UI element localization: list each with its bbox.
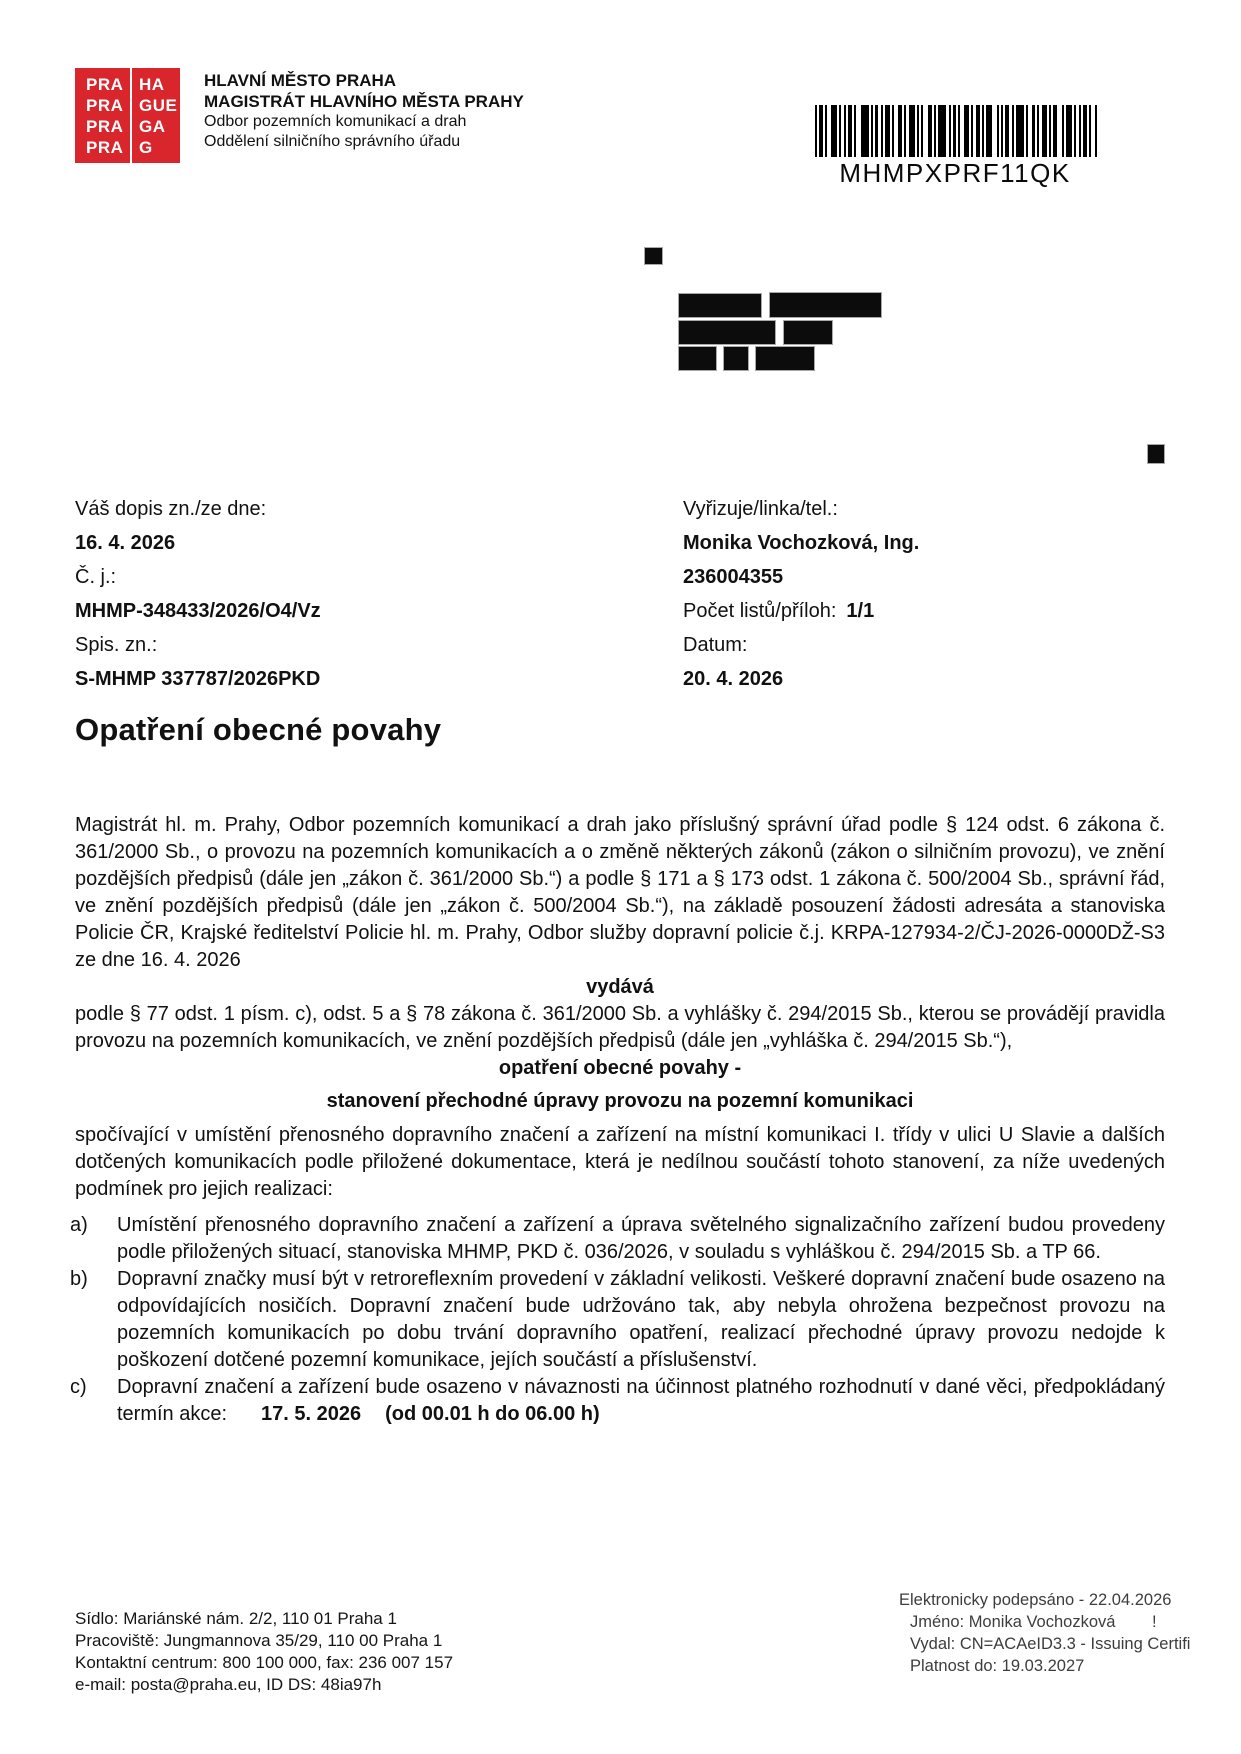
logo-cell: PRA [86, 137, 124, 157]
ref-value: 16. 4. 2026 [75, 532, 176, 554]
logo-row [86, 116, 180, 137]
list-marker: a) [70, 1214, 88, 1236]
logo-row [86, 74, 180, 95]
barcode-bar [1037, 105, 1039, 157]
reference-block-right [683, 492, 919, 696]
document-body [70, 812, 1165, 1428]
barcode-bar [815, 105, 817, 157]
footer-phone-line: Kontaktní centrum: 800 100 000, fax: 236 007 157 [75, 1653, 454, 1672]
redaction-block [769, 292, 882, 318]
barcode-bar [1005, 105, 1009, 157]
signature-validity-line: Platnost do: 19.03.2027 [910, 1657, 1085, 1675]
action-date: 17. 5. 2026 [261, 1403, 362, 1425]
logo-cell: PRA [86, 74, 124, 94]
logo-cell: GA [139, 116, 166, 136]
praha-logo-text [75, 68, 180, 163]
ref-label: Č. j.: [75, 566, 117, 588]
barcode-bar [934, 105, 936, 157]
electronic-signature-block [899, 1589, 1190, 1677]
list-item [70, 1374, 1165, 1428]
barcode-bar [854, 105, 856, 157]
paragraph-legal-basis: Magistrát hl. m. Prahy, Odbor pozemních komunikací a drah jako příslušný správní úřad podle § 124 odst. 6 zákona č. 361/2000 Sb., o provozu na pozemních komunikacích a o změně některých zákonů (zákon o silničním provozu), ve znění pozdějších předpisů (dále jen „zákon č. 361/2000 Sb.“) a podle § 171 a § 173 odst. 1 zákona č. 500/2004 Sb., správní řád, ve znění pozdějších předpisů (dále jen „zákon č. 500/2004 Sb.“), na základě posouzení žádosti adresáta a stanoviska Policie ČR, Krajské ředitelství Policie hl. m. Prahy, Odbor služby dopravní policie č.j. KRPA-127934-2/ČJ-2026-0000DŽ-S3 ze dne 16. 4. 2026 [75, 814, 1165, 971]
sheet-count-line [683, 594, 919, 628]
barcode-bar [1095, 105, 1097, 157]
ref-label: Datum: [683, 634, 748, 656]
document-date: 20. 4. 2026 [683, 668, 784, 690]
barcode-bar [986, 105, 992, 157]
measure-heading: opatření obecné povahy - [498, 1057, 742, 1079]
barcode-bar [1042, 105, 1047, 157]
logo-cell: PRA [86, 95, 124, 115]
letterhead [204, 70, 524, 152]
handler-name: Monika Vochozková, Ing. [683, 532, 920, 554]
org-name-line2: MAGISTRÁT HLAVNÍHO MĚSTA PRAHY [204, 92, 524, 111]
list-text: Dopravní značky musí být v retroreflexním provedení v základní velikosti. Veškeré dopravní značení bude osazeno na odpovídajících nosičích. Dopravní značení bude udržováno tak, aby nebyla ohrožena bezpečnost provozu na pozemních komunikacích po dobu trvání dopravního opatření, realizací přechodné úpravy provozu nedojde k poškození dotčené pozemní komunikace, jejích součástí a příslušenství. [117, 1268, 1165, 1371]
sheet-count-value: 1/1 [846, 600, 875, 622]
redaction-block [644, 247, 663, 265]
ref-label: Počet listů/příloh: [683, 600, 837, 622]
barcode-bar [892, 105, 894, 157]
ref-value: S-MHMP 337787/2026PKD [75, 668, 321, 690]
department-line1: Odbor pozemních komunikací a drah [204, 113, 467, 130]
redaction-block [678, 346, 717, 371]
document-title: Opatření obecné povahy [75, 712, 442, 747]
list-text: Umístění přenosného dopravního značení a zařízení a úprava světelného signalizačního zařízení budou provedeny podle přiložených situací, stanoviska MHMP, PKD č. 036/2026, v souladu s vyhláškou č. 294/2015 Sb. a TP 66. [117, 1214, 1165, 1263]
logo-cell: G [139, 137, 153, 157]
barcode-bar [1016, 105, 1024, 157]
barcode-bar [881, 105, 883, 157]
barcode-bar [1012, 105, 1014, 157]
barcode-bar [958, 105, 960, 157]
redaction-block [723, 346, 749, 371]
footer-email-line: e-mail: posta@praha.eu, ID DS: 48ia97h [75, 1675, 382, 1694]
department-line2: Oddělení silničního správního úřadu [204, 133, 461, 150]
barcode-bar [831, 105, 837, 157]
barcode-bar [861, 105, 869, 157]
barcode-bar [1049, 105, 1051, 157]
redaction-block [783, 320, 833, 345]
barcode-bar [938, 105, 946, 157]
logo-cell: GUE [139, 95, 178, 115]
signature-issuer-line: Vydal: CN=ACAeID3.3 - Issuing Certifi [910, 1635, 1191, 1653]
barcode-bar [819, 105, 823, 157]
barcode-bar [825, 105, 827, 157]
action-time-window: (od 00.01 h do 06.00 h) [385, 1403, 600, 1425]
paragraph-scope: spočívající v umístění přenosného dopravního značení a zařízení na místní komunikaci I. třídy v ulici U Slavie a dalších dotčených komunikacích podle přiložené dokumentace, která je nedílnou součástí tohoto stanovení, za níže uvedených podmínek pro jejich realizaci: [75, 1124, 1165, 1200]
handler-phone: 236004355 [683, 566, 784, 588]
barcode-bar [1074, 105, 1076, 157]
barcode-bar [917, 105, 919, 157]
redaction-block [678, 293, 762, 318]
barcode-bar [848, 105, 852, 157]
ref-label: Váš dopis zn./ze dne: [75, 498, 267, 520]
barcode-bar [1089, 105, 1091, 157]
vydava-line: vydává [586, 976, 654, 998]
logo-cell: PRA [86, 116, 124, 136]
list-item [70, 1212, 1165, 1266]
list-marker: b) [70, 1268, 88, 1290]
barcode-bar [964, 105, 969, 157]
redaction-block [755, 346, 815, 371]
barcode [815, 105, 1095, 157]
barcode-bar [1066, 105, 1072, 157]
barcode-bar [1026, 105, 1028, 157]
footer-address-line: Sídlo: Mariánské nám. 2/2, 110 01 Praha 1 [75, 1609, 397, 1628]
barcode-bar [953, 105, 956, 157]
org-name-line1: HLAVNÍ MĚSTO PRAHA [204, 71, 397, 90]
barcode-bar [921, 105, 923, 157]
barcode-bar [885, 105, 890, 157]
list-text: Dopravní značení a zařízení bude osazeno v návaznosti na účinnost platného rozhodnutí v dané věci, předpokládaný termín akce: [117, 1376, 1165, 1425]
measure-subheading: stanovení přechodné úpravy provozu na pozemní komunikaci [326, 1090, 914, 1112]
reference-block-left [75, 492, 321, 696]
barcode-bar [844, 105, 846, 157]
barcode-bar [1032, 105, 1035, 157]
logo-cell: HA [139, 74, 165, 94]
ref-label: Vyřizuje/linka/tel.: [683, 498, 838, 520]
conditions-list [70, 1212, 1165, 1428]
barcode-bar [976, 105, 980, 157]
barcode-label: MHMPXPRF11QK [839, 158, 1071, 188]
list-item [70, 1266, 1165, 1374]
footer-office-line: Pracoviště: Jungmannova 35/29, 110 00 Praha 1 [75, 1631, 443, 1650]
barcode-bar [909, 105, 915, 157]
logo-row [86, 95, 180, 116]
barcode-bar [997, 105, 999, 157]
ref-label: Spis. zn.: [75, 634, 158, 656]
list-marker: c) [70, 1376, 87, 1398]
barcode-bar [971, 105, 973, 157]
redaction-block [678, 320, 776, 345]
praha-logo [75, 68, 180, 163]
paragraph-decree: podle § 77 odst. 1 písm. c), odst. 5 a § 78 zákona č. 361/2000 Sb. a vyhlášky č. 294/2015 Sb., kterou se provádějí pravidla provozu na pozemních komunikacích, ve znění pozdějších předpisů (dále jen „vyhláška č. 294/2015 Sb.“), [75, 1003, 1165, 1052]
barcode-bar [871, 105, 873, 157]
barcode-bar [1083, 105, 1087, 157]
signature-name-line: Jméno: Monika Vochozková [910, 1613, 1116, 1631]
signature-cutoff-fragment: ! [1152, 1613, 1157, 1631]
footer-contact-block [75, 1608, 453, 1696]
barcode-bar [982, 105, 984, 157]
barcode-bar [904, 105, 906, 157]
barcode-bar [1001, 105, 1003, 157]
redaction-block [1147, 444, 1165, 464]
barcode-bar [949, 105, 951, 157]
barcode-bar [928, 105, 932, 157]
barcode-bar [1053, 105, 1057, 157]
ref-value: MHMP-348433/2026/O4/Vz [75, 600, 321, 622]
barcode-bar [839, 105, 841, 157]
barcode-bar [898, 105, 902, 157]
signature-signed-line: Elektronicky podepsáno - 22.04.2026 [899, 1591, 1172, 1609]
logo-divider [130, 68, 132, 163]
barcode-bar [875, 105, 878, 157]
logo-row [86, 137, 180, 158]
barcode-bar [1079, 105, 1081, 157]
barcode-bar [1062, 105, 1064, 157]
